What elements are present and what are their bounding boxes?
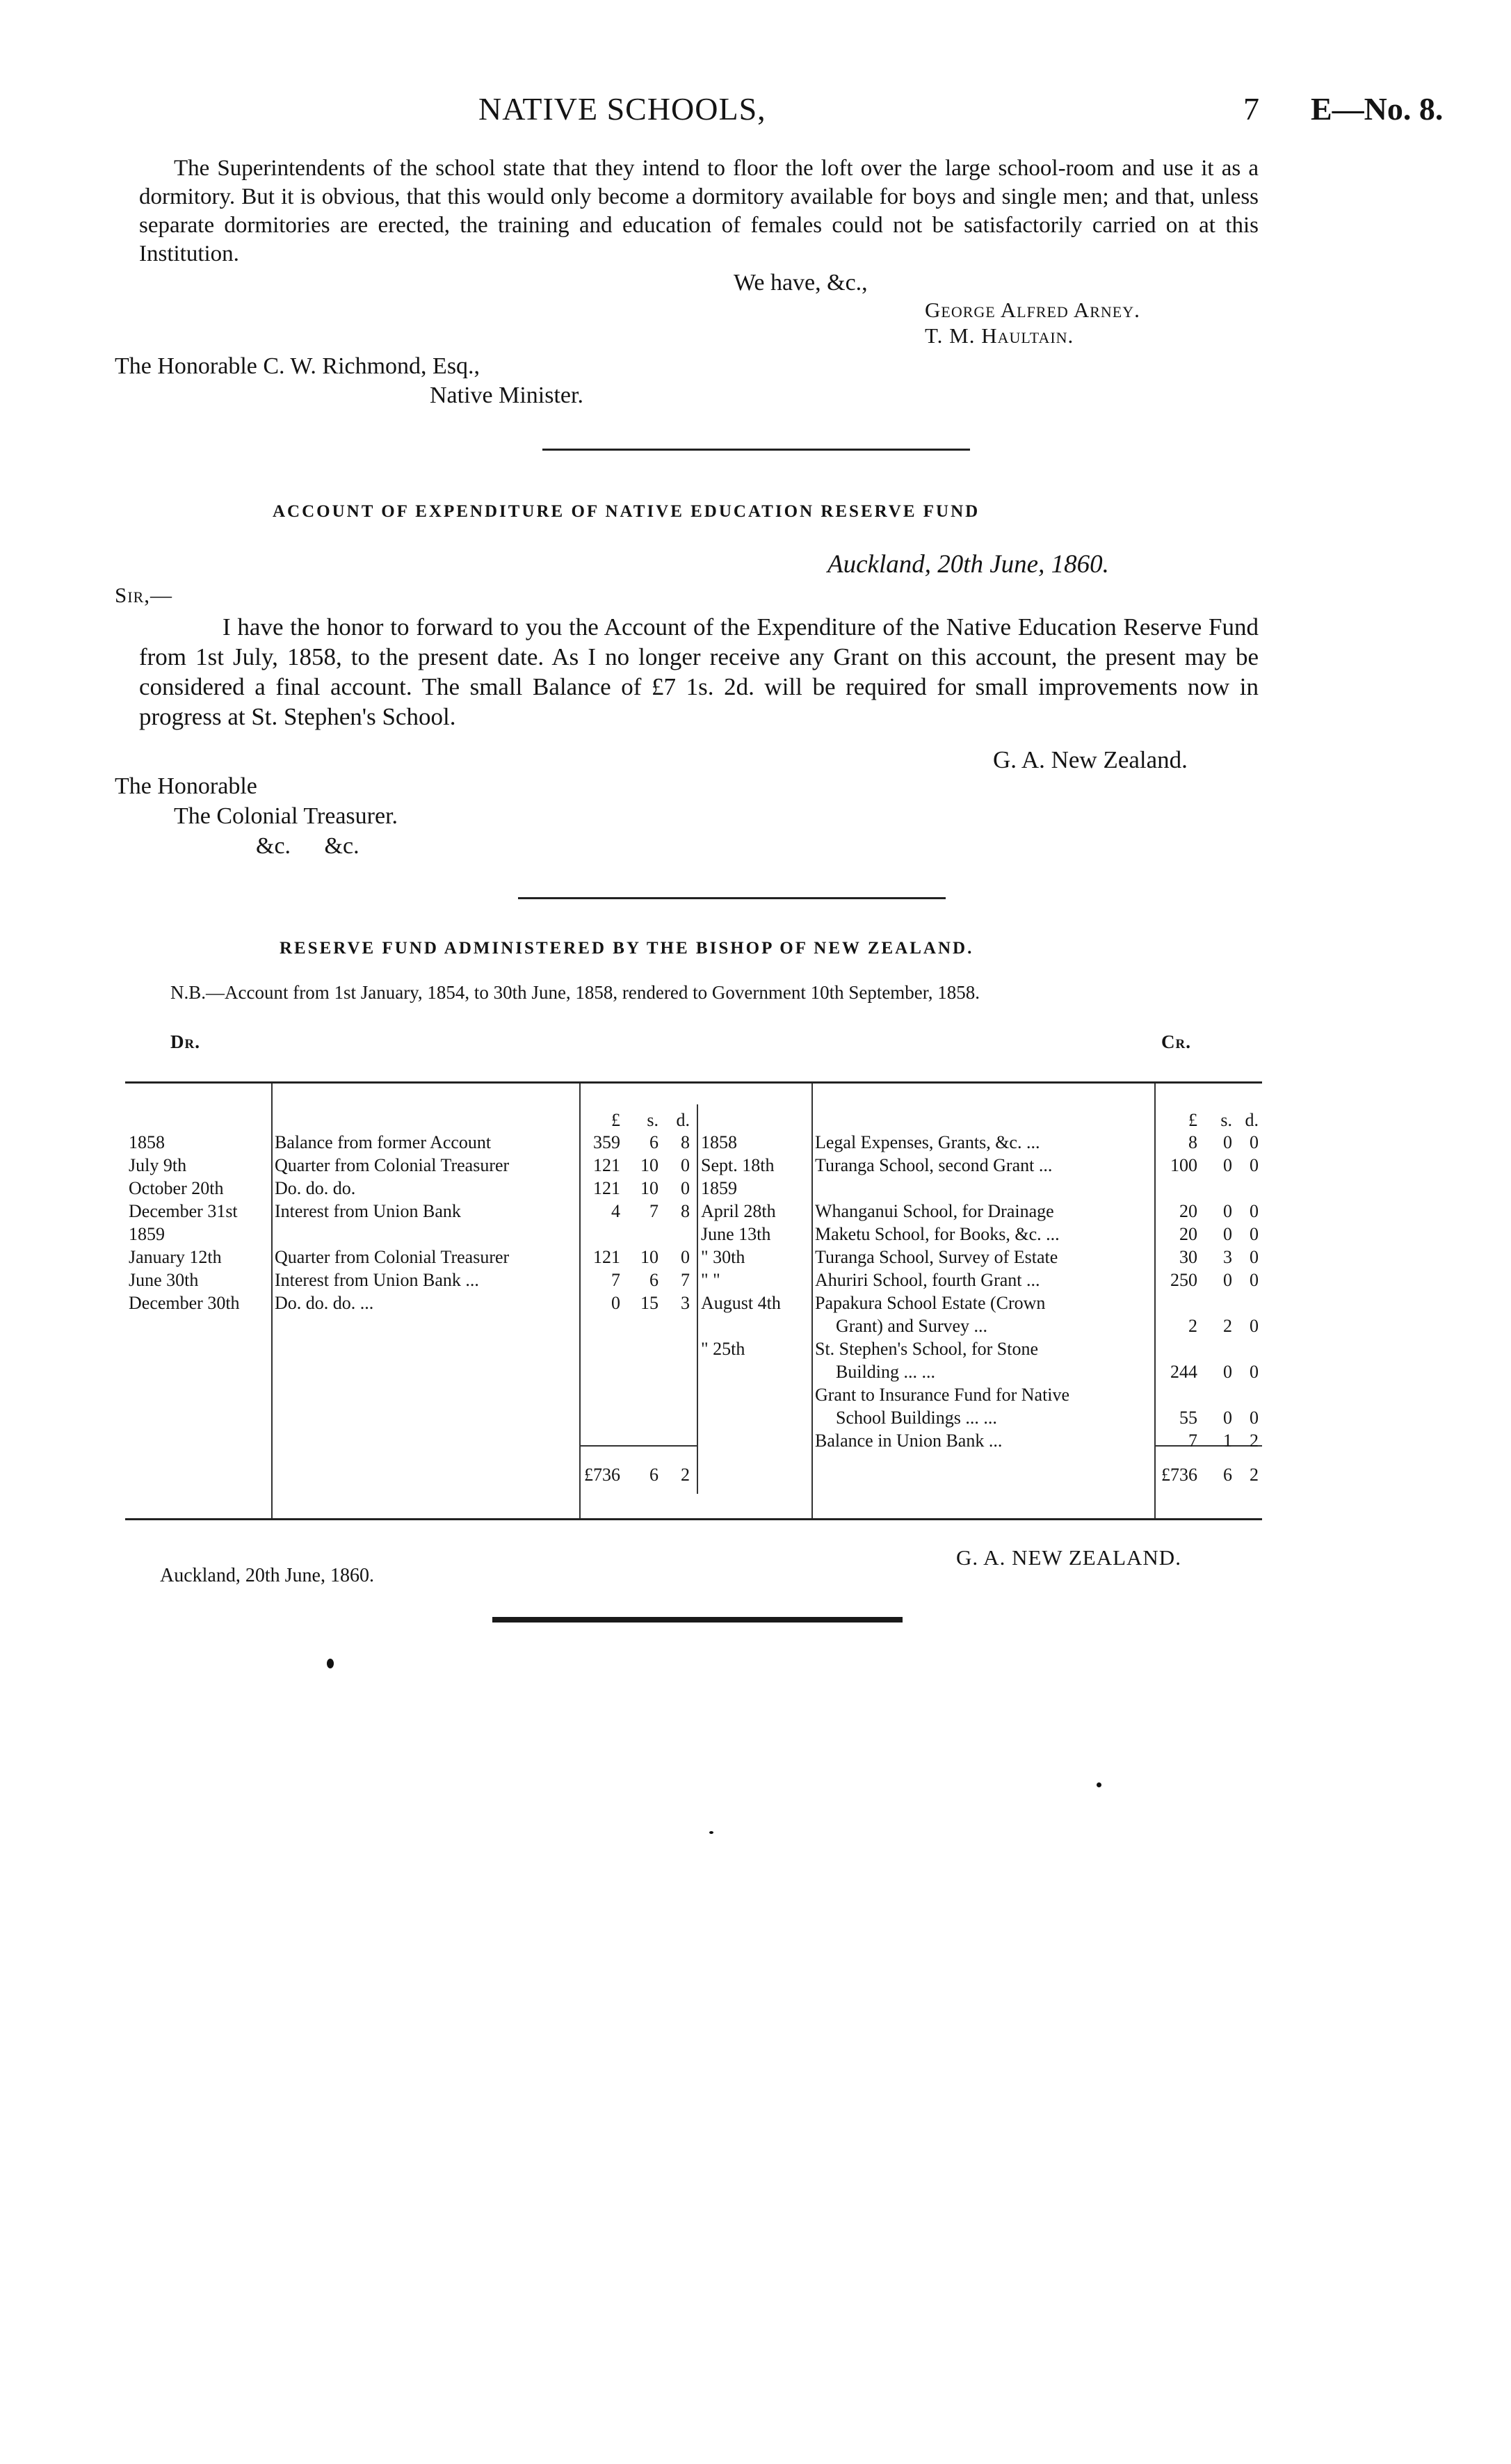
credit-row-item: Turanga School, second Grant ... (815, 1155, 1053, 1175)
credit-shillings-header: s. (1220, 1110, 1232, 1130)
debit-row-pounds: 359 (593, 1132, 620, 1152)
credit-row-pence: 0 (1250, 1132, 1259, 1152)
debit-total-pence: 2 (681, 1465, 690, 1485)
credit-row-pounds: 100 (1170, 1155, 1197, 1175)
debit-row-pounds: 7 (611, 1270, 620, 1290)
signatory-2: T. M. Haultain. (925, 323, 1074, 348)
letter-body-block (139, 612, 1259, 732)
credit-row-shillings: 1 (1223, 1431, 1232, 1451)
debit-row-shillings: 15 (640, 1293, 658, 1313)
debit-row-item: Quarter from Colonial Treasurer (275, 1247, 510, 1267)
credit-row-shillings: 0 (1223, 1270, 1232, 1290)
credit-row-pounds: 55 (1179, 1408, 1197, 1428)
debit-row-item: Do. do. do. (275, 1178, 356, 1198)
ink-speck (709, 1831, 713, 1834)
credit-row-item: Papakura School Estate (Crown (815, 1293, 1046, 1313)
running-title: NATIVE SCHOOLS, (478, 91, 766, 127)
signatory-1: George Alfred Arney. (925, 298, 1140, 322)
debit-row-date: December 30th (129, 1293, 240, 1313)
ink-speck (327, 1659, 334, 1668)
account-note: N.B.—Account from 1st January, 1854, to 30th June, 1858, rendered to Government 10th September, 1858. (170, 982, 980, 1003)
credit-row-pence: 0 (1250, 1316, 1259, 1336)
credit-row-pounds: 30 (1179, 1247, 1197, 1267)
credit-row-shillings: 2 (1223, 1316, 1232, 1336)
debit-row-pounds: 121 (593, 1178, 620, 1198)
credit-row-item: Grant) and Survey ... (836, 1316, 988, 1336)
debit-row-item: Balance from former Account (275, 1132, 492, 1152)
credit-row-pence: 2 (1250, 1431, 1259, 1451)
credit-row-item: Whanganui School, for Drainage (815, 1201, 1054, 1221)
credit-row-date: " 30th (701, 1247, 745, 1267)
credit-row-pence: 0 (1250, 1224, 1259, 1244)
credit-row-date: " 25th (701, 1339, 745, 1359)
debit-row-pence: 8 (681, 1132, 690, 1152)
credit-row-pence: 0 (1250, 1362, 1259, 1382)
debit-pence-header: d. (676, 1110, 690, 1130)
credit-row-date: Sept. 18th (701, 1155, 775, 1175)
account-footer-place-date: Auckland, 20th June, 1860. (160, 1565, 374, 1586)
credit-pence-header: d. (1245, 1110, 1259, 1130)
debit-row-pence: 8 (681, 1201, 690, 1221)
debit-row-pounds: 121 (593, 1247, 620, 1267)
letter-signature: G. A. New Zealand. (993, 746, 1188, 773)
report-closing: We have, &c., (734, 270, 868, 296)
credit-row-date: " " (701, 1270, 720, 1290)
debit-row-shillings: 10 (640, 1247, 658, 1267)
recipient-line-1: The Honorable (115, 773, 257, 799)
credit-row-item: School Buildings ... ... (836, 1408, 997, 1428)
debit-shillings-header: s. (647, 1110, 658, 1130)
column-rule (697, 1104, 698, 1494)
debit-row-pence: 0 (681, 1247, 690, 1267)
debit-row-pounds: 4 (611, 1201, 620, 1221)
debit-label: Dr. (170, 1031, 200, 1052)
recipient-line-3: &c. &c. (256, 833, 359, 859)
debit-pounds-header: £ (611, 1110, 620, 1130)
credit-row-item: Building ... ... (836, 1362, 936, 1382)
debit-row-pounds: 0 (611, 1293, 620, 1313)
debit-row-shillings: 6 (649, 1132, 658, 1152)
debit-row-pounds: 121 (593, 1155, 620, 1175)
credit-row-pence: 0 (1250, 1270, 1259, 1290)
credit-row-shillings: 0 (1223, 1201, 1232, 1221)
credit-pounds-header: £ (1188, 1110, 1197, 1130)
credit-total-pence: 2 (1250, 1465, 1259, 1485)
divider-rule (542, 449, 970, 451)
account-footer-signature: G. A. NEW ZEALAND. (956, 1545, 1181, 1570)
column-rule (271, 1084, 273, 1518)
debit-row-pence: 7 (681, 1270, 690, 1290)
debit-row-pence: 3 (681, 1293, 690, 1313)
credit-total-shillings: 6 (1223, 1465, 1232, 1485)
debit-row-date: 1859 (129, 1224, 165, 1244)
credit-row-pounds: 20 (1179, 1224, 1197, 1244)
account-heading: RESERVE FUND ADMINISTERED BY THE BISHOP OF NEW ZEALAND. (280, 939, 974, 958)
credit-row-date: 1859 (701, 1178, 737, 1198)
debit-row-item: Interest from Union Bank (275, 1201, 461, 1221)
credit-row-pence: 0 (1250, 1247, 1259, 1267)
credit-row-shillings: 0 (1223, 1224, 1232, 1244)
credit-row-pounds: 20 (1179, 1201, 1197, 1221)
credit-row-shillings: 0 (1223, 1408, 1232, 1428)
closing-rule (492, 1617, 903, 1622)
credit-row-pence: 0 (1250, 1408, 1259, 1428)
credit-row-pounds: 8 (1188, 1132, 1197, 1152)
letter-body: I have the honor to forward to you the Account of the Expenditure of the Native Education Reserve Fund from 1st July, 1858, to the present date. As I no longer receive any Grant on this account, the present may be considered a final account. The small Balance of £7 1s. 2d. will be required for small improvements now in progress at St. Stephen's School. (139, 613, 1259, 730)
debit-row-shillings: 6 (649, 1270, 658, 1290)
paper-reference: E—No. 8. (1311, 91, 1444, 127)
debit-row-pence: 0 (681, 1178, 690, 1198)
credit-row-item: Legal Expenses, Grants, &c. ... (815, 1132, 1040, 1152)
credit-row-date: August 4th (701, 1293, 781, 1313)
credit-row-shillings: 3 (1223, 1247, 1232, 1267)
credit-row-shillings: 0 (1223, 1132, 1232, 1152)
credit-row-pounds: 244 (1170, 1362, 1197, 1382)
credit-row-item: Balance in Union Bank ... (815, 1431, 1003, 1451)
debit-row-shillings: 10 (640, 1178, 658, 1198)
ink-speck (1097, 1782, 1101, 1787)
debit-total-rule (579, 1445, 697, 1447)
account-table (125, 1081, 1262, 1520)
credit-row-shillings: 0 (1223, 1362, 1232, 1382)
credit-row-pounds: 7 (1188, 1431, 1197, 1451)
credit-row-item: Maketu School, for Books, &c. ... (815, 1224, 1060, 1244)
debit-row-item: Interest from Union Bank ... (275, 1270, 479, 1290)
addressee-title: Native Minister. (430, 383, 583, 408)
debit-row-date: 1858 (129, 1132, 165, 1152)
divider-rule (518, 897, 946, 899)
recipient-line-2: The Colonial Treasurer. (174, 803, 398, 829)
credit-row-item: Ahuriri School, fourth Grant ... (815, 1270, 1040, 1290)
debit-row-date: October 20th (129, 1178, 224, 1198)
report-paragraph: The Superintendents of the school state that they intend to floor the loft over the large school-room and use it as a dormitory. But it is obvious, that this would only become a dormitory available for boys and single men; and that, unless separate dormitories are erected, the training and education of females could not be satisfactorily carried on at this Institution. (139, 156, 1259, 266)
debit-row-shillings: 7 (649, 1201, 658, 1221)
credit-row-item: St. Stephen's School, for Stone (815, 1339, 1039, 1359)
credit-row-item: Turanga School, Survey of Estate (815, 1247, 1058, 1267)
letter-heading: ACCOUNT OF EXPENDITURE OF NATIVE EDUCATION RESERVE FUND (273, 502, 980, 521)
credit-row-item: Grant to Insurance Fund for Native (815, 1385, 1070, 1405)
credit-row-pence: 0 (1250, 1155, 1259, 1175)
debit-row-shillings: 10 (640, 1155, 658, 1175)
debit-row-date: January 12th (129, 1247, 222, 1267)
credit-row-pounds: 250 (1170, 1270, 1197, 1290)
credit-row-pence: 0 (1250, 1201, 1259, 1221)
credit-row-date: April 28th (701, 1201, 776, 1221)
credit-total-pounds: £736 (1161, 1465, 1197, 1485)
report-paragraph-block (139, 154, 1259, 268)
credit-row-date: June 13th (701, 1224, 771, 1244)
credit-row-shillings: 0 (1223, 1155, 1232, 1175)
column-rule (811, 1084, 813, 1518)
debit-total-pounds: £736 (584, 1465, 620, 1485)
credit-row-pounds: 2 (1188, 1316, 1197, 1336)
debit-row-item: Do. do. do. ... (275, 1293, 374, 1313)
debit-row-date: July 9th (129, 1155, 187, 1175)
letter-salutation: Sir,— (115, 583, 172, 607)
letter-place-date: Auckland, 20th June, 1860. (827, 550, 1109, 579)
credit-label: Cr. (1161, 1031, 1191, 1052)
debit-row-pence: 0 (681, 1155, 690, 1175)
debit-row-date: June 30th (129, 1270, 199, 1290)
debit-row-item: Quarter from Colonial Treasurer (275, 1155, 510, 1175)
debit-row-date: December 31st (129, 1201, 238, 1221)
credit-row-date: 1858 (701, 1132, 737, 1152)
page-number: 7 (1243, 91, 1259, 127)
debit-total-shillings: 6 (649, 1465, 658, 1485)
addressee-name: The Honorable C. W. Richmond, Esq., (115, 353, 480, 379)
